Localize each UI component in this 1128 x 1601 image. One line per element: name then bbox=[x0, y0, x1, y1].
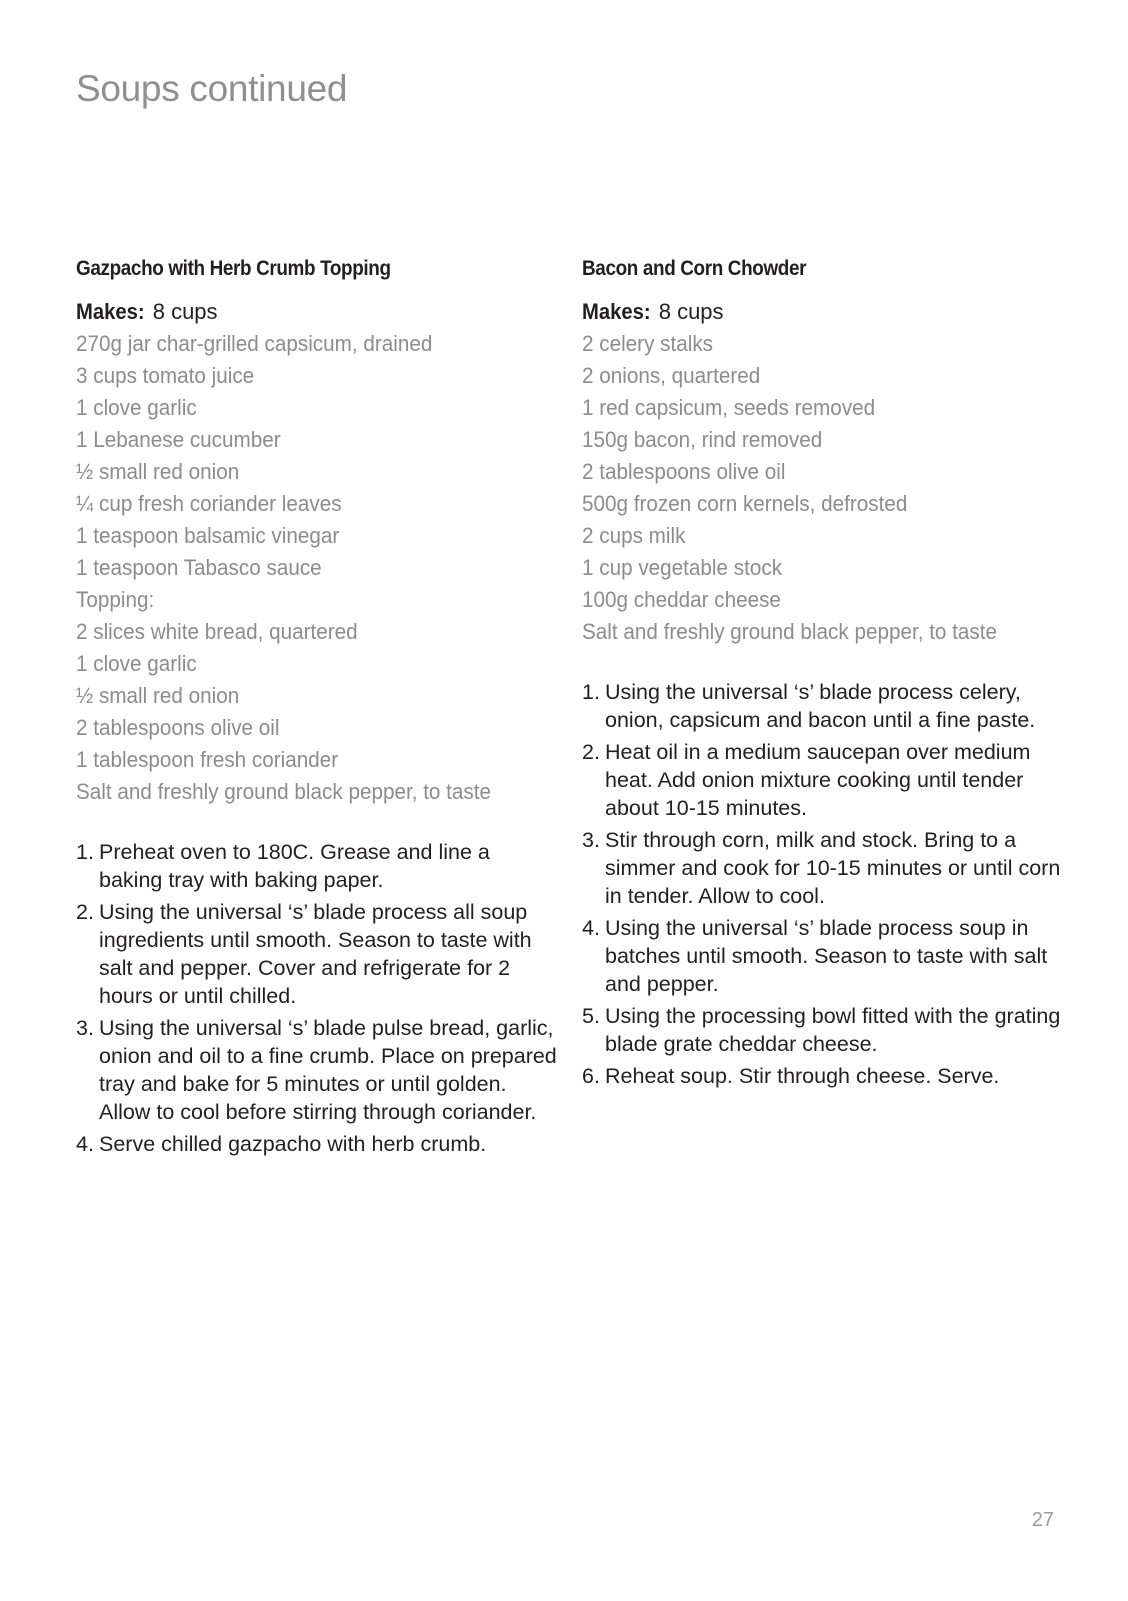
method-step bbox=[76, 1130, 559, 1158]
ingredient-item: 100g cheddar cheese bbox=[582, 587, 781, 612]
ingredient-item: 2 tablespoons olive oil bbox=[76, 715, 280, 740]
method-step bbox=[582, 1002, 1065, 1058]
ingredient-item: 2 celery stalks bbox=[582, 331, 714, 356]
recipe-yield bbox=[76, 296, 556, 328]
ingredient-item: 500g frozen corn kernels, defrosted bbox=[582, 491, 908, 516]
ingredient-item: 1 red capsicum, seeds removed bbox=[582, 395, 876, 420]
ingredient-item: 2 onions, quartered bbox=[582, 363, 761, 388]
ingredient-item: 2 slices white bread, quartered bbox=[76, 619, 358, 644]
step-text: Using the universal ‘s’ blade process soup in batches until smooth. Season to taste with salt and pepper. bbox=[605, 916, 1048, 996]
step-text: Reheat soup. Stir through cheese. Serve. bbox=[605, 1064, 1000, 1088]
step-number: 3. bbox=[582, 828, 600, 852]
ingredient-item: Salt and freshly ground black pepper, to taste bbox=[582, 619, 998, 644]
ingredient-item: ½ small red onion bbox=[76, 683, 240, 708]
ingredient-item: Salt and freshly ground black pepper, to taste bbox=[76, 779, 492, 804]
page-title: Soups continued bbox=[76, 68, 348, 109]
ingredient-list bbox=[76, 328, 556, 808]
ingredient-item: 270g jar char-grilled capsicum, drained bbox=[76, 331, 433, 356]
ingredient-item: 150g bacon, rind removed bbox=[582, 427, 823, 452]
page-number: 27 bbox=[1031, 1509, 1054, 1531]
step-text: Heat oil in a medium saucepan over medium heat. Add onion mixture cooking until tender about 10-15 minutes. bbox=[605, 740, 1031, 820]
step-text: Serve chilled gazpacho with herb crumb. bbox=[99, 1132, 487, 1156]
method-step bbox=[582, 1062, 1065, 1090]
ingredient-item: 1 clove garlic bbox=[76, 395, 197, 420]
method-steps bbox=[76, 838, 556, 1158]
step-text: Using the processing bowl fitted with the grating blade grate cheddar cheese. bbox=[605, 1004, 1061, 1056]
ingredient-item: 1 cup vegetable stock bbox=[582, 555, 783, 580]
method-step bbox=[582, 826, 1065, 910]
method-step bbox=[76, 838, 559, 894]
step-text: Preheat oven to 180C. Grease and line a baking tray with baking paper. bbox=[99, 840, 490, 892]
ingredient-item: 1 teaspoon Tabasco sauce bbox=[76, 555, 322, 580]
step-number: 5. bbox=[582, 1004, 600, 1028]
step-text: Using the universal ‘s’ blade process celery, onion, capsicum and bacon until a fine paste. bbox=[605, 680, 1036, 732]
step-number: 4. bbox=[582, 916, 600, 940]
step-text: Using the universal ‘s’ blade process all soup ingredients until smooth. Season to taste with salt and pepper. Cover and refrigerate for 2 hours or until chilled. bbox=[99, 900, 532, 1008]
step-text: Stir through corn, milk and stock. Bring to a simmer and cook for 10-15 minutes or until corn in tender. Allow to cool. bbox=[605, 828, 1061, 908]
step-number: 2. bbox=[582, 740, 600, 764]
step-number: 6. bbox=[582, 1064, 600, 1088]
ingredient-list bbox=[582, 328, 1072, 648]
recipe-chowder bbox=[582, 256, 1072, 1094]
ingredient-item: 2 tablespoons olive oil bbox=[582, 459, 786, 484]
method-step bbox=[582, 678, 1065, 734]
step-number: 3. bbox=[76, 1016, 94, 1040]
method-step bbox=[76, 898, 559, 1010]
step-text: Using the universal ‘s’ blade pulse bread, garlic, onion and oil to a fine crumb. Place on prepared tray and bake for 5 minutes or until golden. Allow to cool before stirring through coriander. bbox=[99, 1016, 557, 1124]
yield-value: 8 cups bbox=[658, 299, 724, 324]
ingredient-item: 2 cups milk bbox=[582, 523, 686, 548]
method-steps bbox=[582, 678, 1072, 1090]
step-number: 1. bbox=[76, 840, 94, 864]
step-number: 2. bbox=[76, 900, 94, 924]
step-number: 4. bbox=[76, 1132, 94, 1156]
ingredient-item: 1 teaspoon balsamic vinegar bbox=[76, 523, 340, 548]
ingredient-item: ½ small red onion bbox=[76, 459, 240, 484]
recipe-title: Gazpacho with Herb Crumb Topping bbox=[76, 257, 391, 280]
method-step bbox=[582, 738, 1065, 822]
ingredient-subheading: Topping: bbox=[76, 587, 155, 612]
ingredient-item: ¼ cup fresh coriander leaves bbox=[76, 491, 342, 516]
recipe-title: Bacon and Corn Chowder bbox=[582, 257, 807, 280]
ingredient-item: 1 Lebanese cucumber bbox=[76, 427, 281, 452]
yield-value: 8 cups bbox=[152, 299, 218, 324]
ingredient-item: 1 clove garlic bbox=[76, 651, 197, 676]
method-step bbox=[582, 914, 1065, 998]
recipe-yield bbox=[582, 296, 1072, 328]
ingredient-item: 3 cups tomato juice bbox=[76, 363, 255, 388]
yield-label: Makes: bbox=[582, 299, 651, 324]
recipe-gazpacho bbox=[76, 256, 556, 1162]
method-step bbox=[76, 1014, 559, 1126]
ingredient-item: 1 tablespoon fresh coriander bbox=[76, 747, 339, 772]
step-number: 1. bbox=[582, 680, 600, 704]
yield-label: Makes: bbox=[76, 299, 145, 324]
